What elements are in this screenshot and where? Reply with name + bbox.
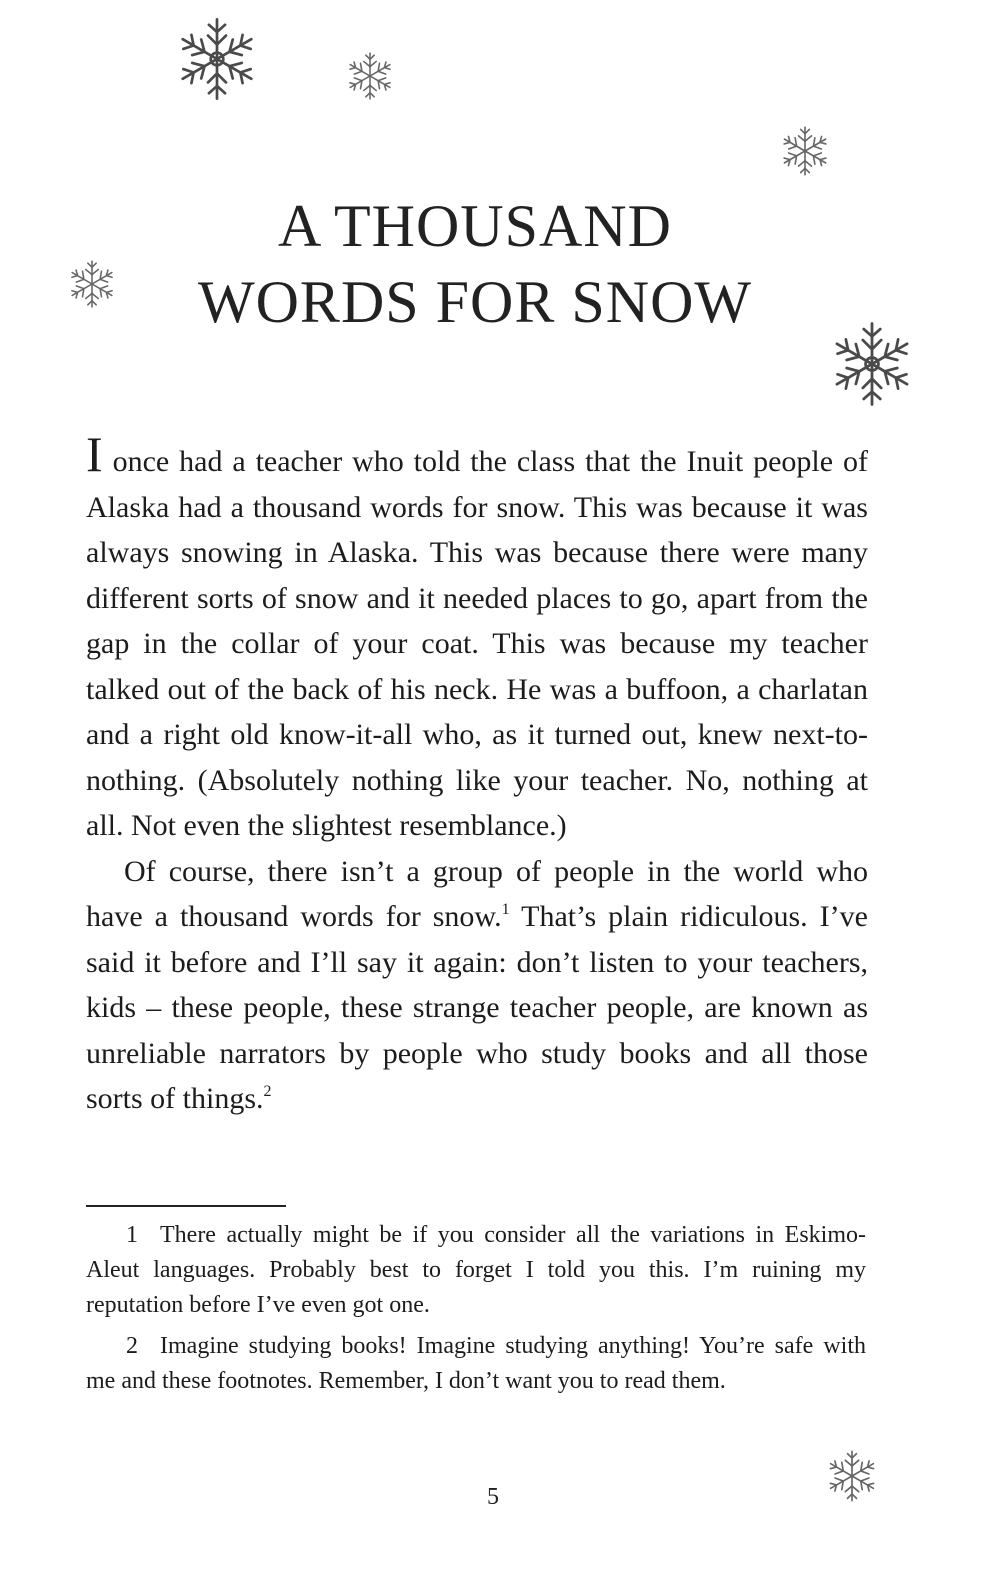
chapter-title: [150, 188, 800, 340]
page-number: 5: [487, 1484, 499, 1510]
footnotes: [86, 1218, 866, 1405]
snowflake-icon: [66, 258, 118, 310]
paragraph-2-part-1: Of course, there isn’t a group of people in the world who have a thousand words for snow.: [86, 854, 868, 933]
footnote-divider: [86, 1205, 286, 1207]
snowflake-icon: [172, 14, 262, 104]
footnote-2: [86, 1329, 866, 1399]
footnote-text: Imagine studying books! Imagine studying anything! You’re safe with me and these footnotes. Remember, I don’t want you to read them.: [86, 1333, 866, 1394]
snowflake-icon: [826, 318, 918, 410]
chapter-title-line-1: A THOUSAND: [278, 193, 672, 259]
paragraph-2: [86, 849, 868, 1122]
paragraph-2-part-2: That’s plain ridiculous. I’ve said it before and I’ll say it again: don’t listen to your teachers, kids – these people, these strange teacher people, are known as unreliable narrators by people who study books and all those sorts of things.: [86, 900, 868, 1115]
footnote-number: 1: [126, 1222, 138, 1248]
footnote-number: 2: [126, 1333, 138, 1359]
footnote-1: [86, 1218, 866, 1323]
body-text: [86, 426, 868, 1122]
chapter-title-line-2: WORDS FOR SNOW: [197, 269, 753, 335]
snowflake-icon: [344, 50, 396, 102]
snowflake-icon: [778, 124, 832, 178]
footnote-text: There actually might be if you consider all the variations in Eskimo-Aleut languages. Probably best to forget I told you this. I’m ruining my reputation before I’ve even got one.: [86, 1222, 866, 1318]
footnote-ref-2: 2: [263, 1083, 272, 1100]
paragraph-1: I once had a teacher who told the class that the Inuit people of Alaska had a thousand words for snow. This was because it was always snowing in Alaska. This was because there were many different sorts of snow and it needed places to go, apart from the gap in the collar of your coat. This was because my teacher talked out of the back of his neck. He was a buffoon, a charlatan and a right old know-it-all who, as it turned out, knew next-to-nothing. (Absolutely nothing like your teacher. No, nothing at all. Not even the slightest resemblance.): [86, 426, 868, 842]
footnote-ref-1: 1: [501, 901, 510, 918]
